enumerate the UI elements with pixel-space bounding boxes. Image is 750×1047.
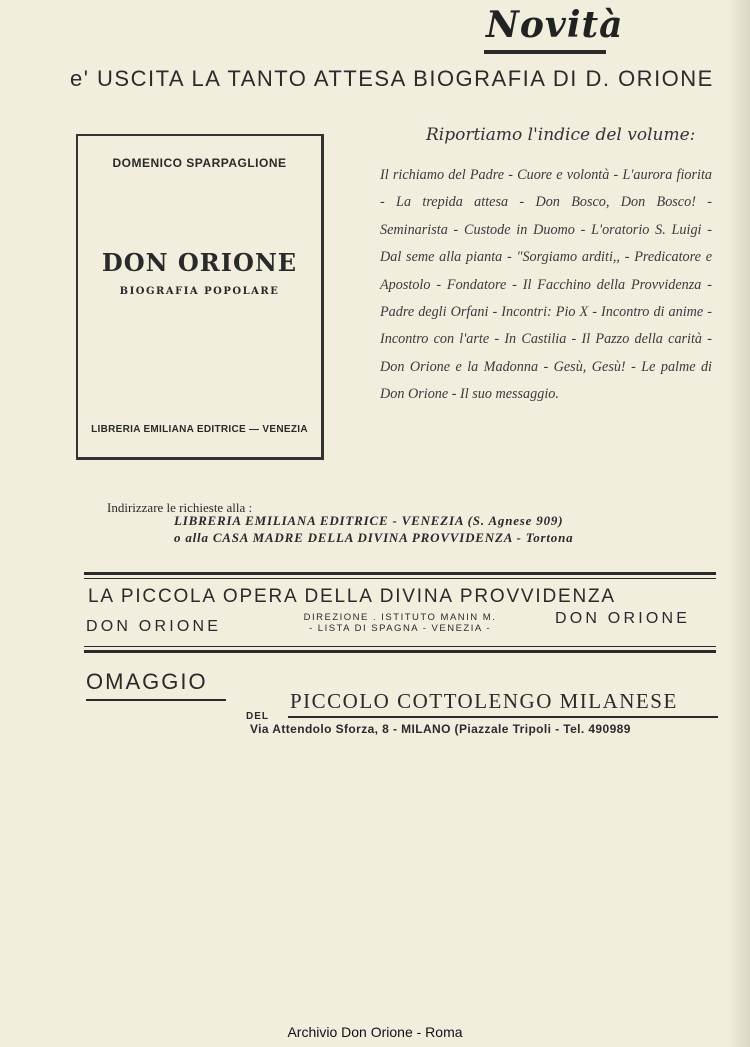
headline: e' USCITA LA TANTO ATTESA BIOGRAFIA DI D. ORIONE <box>70 66 714 91</box>
book-author: DOMENICO SPARPAGLIONE <box>112 156 287 170</box>
gift-address: Via Attendolo Sforza, 8 - MILANO (Piazzale Tripoli - Tel. 490989 <box>250 722 631 736</box>
index-list: Il richiamo del Padre - Cuore e volontà - L'aurora fiorita - La trepida attesa - Don Bosco, Don Bosco! - Seminarista - Custode in Duomo - L'oratorio S. Luigi - Dal seme alla pianta - "Sorgiamo arditi,, - Predicatore e Apostolo - Fondatore - Il Facchino della Provvidenza - Padre degli Orfani - Incontri: Pio X - Incontro di anime - Incontro con l'arte - In Castilia - Il Pazzo della carità - Don Orione e la Madonna - Gesù, Gesù! - Le palme di Don Orione - Il suo messaggio. <box>380 167 712 403</box>
book-cover <box>76 134 324 460</box>
divider-top <box>84 572 716 575</box>
gift-del: DEL <box>246 711 269 722</box>
gift-name: PICCOLO COTTOLENGO MILANESE <box>290 689 678 713</box>
novita-title: Novità <box>486 4 624 46</box>
book-title: DON ORIONE <box>101 248 298 277</box>
novita-underline <box>484 50 606 54</box>
order-label: Indirizzare le richieste alla : <box>107 500 253 515</box>
gift-title: OMAGGIO <box>86 669 208 694</box>
organization-name: LA PICCOLA OPERA DELLA DIVINA PROVVIDENZA <box>88 586 616 607</box>
direction-line-2: - LISTA DI SPAGNA - VENEZIA - <box>309 623 491 634</box>
organization-right: DON ORIONE <box>555 610 691 627</box>
divider-bottom-thin <box>84 646 716 647</box>
organization-left: DON ORIONE <box>86 618 222 635</box>
book-subtitle: BIOGRAFIA POPOLARE <box>119 286 280 297</box>
divider-bottom <box>84 650 716 653</box>
divider-top-thin <box>84 578 716 579</box>
book-publisher: LIBRERIA EMILIANA EDITRICE — VENEZIA <box>91 424 308 435</box>
gift-title-underline <box>86 699 226 701</box>
order-address-2: o alla CASA MADRE DELLA DIVINA PROVVIDENZA - Tortona <box>174 530 574 545</box>
archive-footer: Archivio Don Orione - Roma <box>287 1024 463 1040</box>
direction-line-1: DIREZIONE . ISTITUTO MANIN M. <box>303 612 497 623</box>
organization-direction <box>270 612 530 634</box>
gift-name-underline <box>288 716 718 718</box>
index-heading: Riportiamo l'indice del volume: <box>426 125 696 145</box>
page-edge-shadow <box>728 0 750 1047</box>
order-address-1: LIBRERIA EMILIANA EDITRICE - VENEZIA (S. Agnese 909) <box>174 513 564 528</box>
